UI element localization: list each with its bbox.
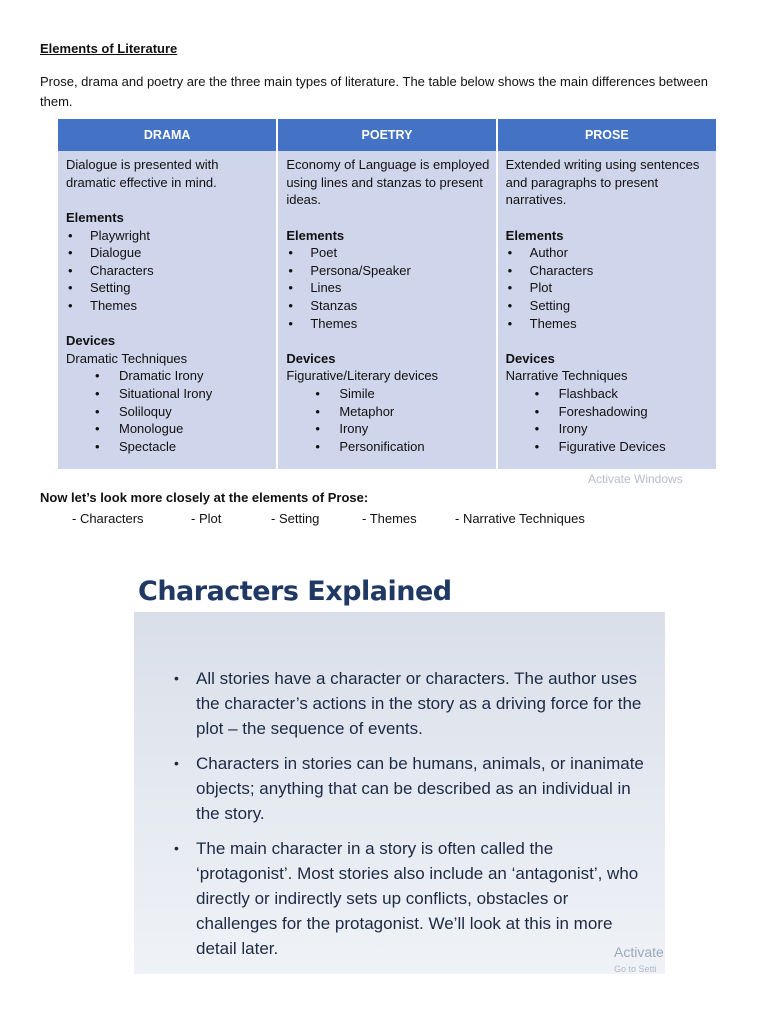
poetry-elements-label: Elements xyxy=(286,227,345,243)
list-item: • Simile xyxy=(286,385,489,403)
page-heading: Elements of Literature xyxy=(40,41,178,56)
drama-cell xyxy=(58,151,277,469)
poetry-devices-subtitle: Figurative/Literary devices xyxy=(286,368,439,384)
list-item: • Poet xyxy=(286,244,489,262)
list-item: • Figurative Devices xyxy=(506,438,710,456)
list-item: • Themes xyxy=(66,297,270,315)
list-item: • Situational Irony xyxy=(66,385,270,403)
poetry-devices-label: Devices xyxy=(286,350,336,366)
prose-item-themes: - Themes xyxy=(362,511,417,526)
poetry-devices-list xyxy=(286,385,489,455)
list-item: • Stanzas xyxy=(286,297,489,315)
list-item: • Persona/Speaker xyxy=(286,262,489,280)
activate-windows-watermark: Activate Windows xyxy=(588,472,683,486)
list-item: • Foreshadowing xyxy=(506,403,710,421)
prose-elements-heading: Now let’s look more closely at the elements of Prose: xyxy=(40,490,369,505)
prose-devices-subtitle: Narrative Techniques xyxy=(505,368,628,384)
list-item: • Lines xyxy=(286,279,489,297)
prose-item-setting: - Setting xyxy=(271,511,320,526)
poetry-elements-list xyxy=(286,244,489,332)
list-item: • Characters xyxy=(66,262,270,280)
list-item: • Flashback xyxy=(506,385,710,403)
activate-watermark: Activate xyxy=(614,944,664,960)
list-item: • Personification xyxy=(286,438,489,456)
characters-slide-image xyxy=(130,566,665,974)
prose-item-plot: - Plot xyxy=(191,511,222,526)
drama-devices-label: Devices xyxy=(66,333,116,349)
poetry-description: Economy of Language is employed using lines and stanzas to present ideas. xyxy=(286,157,490,208)
list-item: • Setting xyxy=(506,297,710,315)
drama-devices-subtitle: Dramatic Techniques xyxy=(66,350,188,366)
prose-item-narrative-techniques: - Narrative Techniques xyxy=(455,511,585,526)
slide-bullet: • The main character in a story is often called the ‘protagonist’. Most stories also include an ‘antagonist’, who directly or indirectly sets up conflicts, obstacles or challenges for the protagonist. We’ll look at this in more detail later. xyxy=(174,836,644,961)
list-item: • Dramatic Irony xyxy=(66,367,270,385)
literature-comparison-table xyxy=(58,119,716,469)
drama-elements-list xyxy=(66,227,270,315)
slide-bullet-list xyxy=(174,666,644,971)
prose-item-characters: - Characters xyxy=(72,511,144,526)
list-item: • Themes xyxy=(286,315,489,333)
list-item: • Spectacle xyxy=(66,438,270,456)
list-item: • Author xyxy=(506,244,710,262)
list-item: • Playwright xyxy=(66,227,270,245)
list-item: • Soliloquy xyxy=(66,403,270,421)
list-item: • Themes xyxy=(506,315,710,333)
prose-elements-label: Elements xyxy=(505,227,564,243)
slide-title: Characters Explained xyxy=(138,576,452,607)
drama-devices-list xyxy=(66,367,270,455)
list-item: • Metaphor xyxy=(286,403,489,421)
list-item: • Dialogue xyxy=(66,244,270,262)
column-header-poetry: POETRY xyxy=(277,119,496,151)
prose-cell xyxy=(497,151,716,469)
intro-paragraph: Prose, drama and poetry are the three main types of literature. The table below shows the main differences between them. xyxy=(40,74,708,109)
poetry-cell xyxy=(277,151,496,469)
column-header-drama: DRAMA xyxy=(58,119,277,151)
settings-watermark: Go to Setti xyxy=(614,964,657,974)
prose-devices-label: Devices xyxy=(505,350,555,366)
drama-elements-label: Elements xyxy=(66,210,124,225)
list-item: • Irony xyxy=(506,420,710,438)
prose-elements-list xyxy=(506,244,710,332)
prose-description: Extended writing using sentences and paragraphs to present narratives. xyxy=(505,157,700,208)
drama-description: Dialogue is presented with dramatic effective in mind. xyxy=(66,157,219,190)
list-item: • Irony xyxy=(286,420,489,438)
list-item: • Plot xyxy=(506,279,710,297)
prose-devices-list xyxy=(506,385,710,455)
slide-bullet: • All stories have a character or characters. The author uses the character’s actions in the story as a driving force for the plot – the sequence of events. xyxy=(174,666,644,741)
list-item: • Setting xyxy=(66,279,270,297)
slide-bullet: • Characters in stories can be humans, animals, or inanimate objects; anything that can be described as an individual in the story. xyxy=(174,751,644,826)
slide-body xyxy=(134,612,665,974)
column-header-prose: PROSE xyxy=(497,119,716,151)
list-item: • Characters xyxy=(506,262,710,280)
list-item: • Monologue xyxy=(66,420,270,438)
